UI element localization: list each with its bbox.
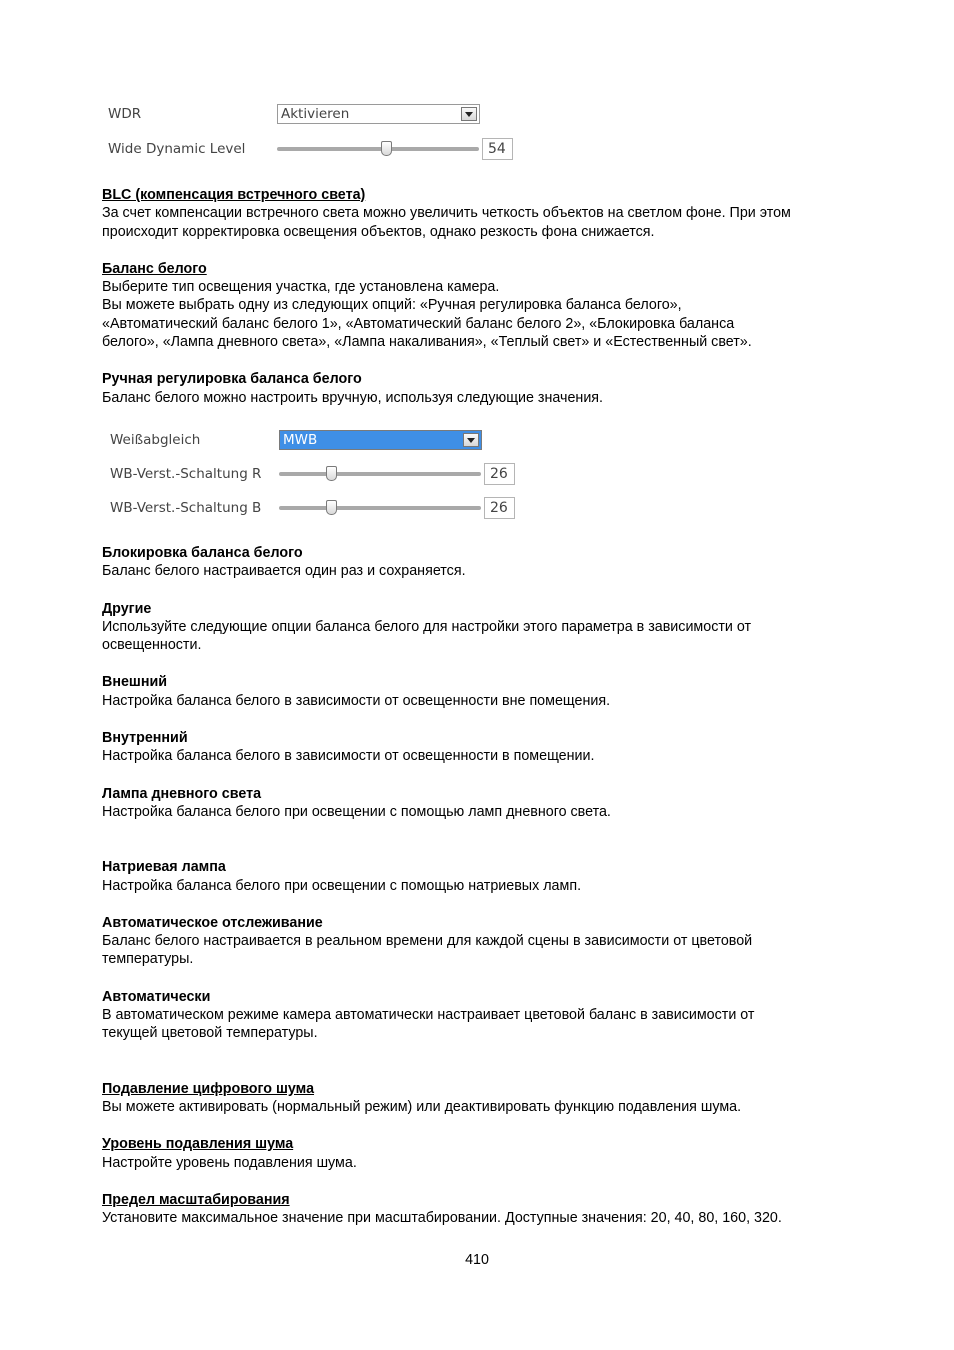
section-heading: Баланс белого <box>102 260 207 277</box>
section-text-line: текущей цветовой температуры. <box>102 1025 318 1042</box>
weissabgleich-select[interactable] <box>279 430 482 450</box>
section-heading: Автоматическое отслеживание <box>102 914 323 931</box>
section-text-line: освещенности. <box>102 637 202 654</box>
weissabgleich-select-value: MWB <box>283 432 318 448</box>
wb-r-track[interactable] <box>279 472 481 476</box>
section-text-line: Баланс белого настраивается в реальном времени для каждой сцены в зависимости от цветовой <box>102 933 753 950</box>
section <box>102 370 902 407</box>
wide-dynamic-level-value[interactable]: 54 <box>482 138 513 160</box>
dropdown-arrow-icon[interactable] <box>463 433 479 447</box>
settings-panel-white-balance <box>100 426 520 526</box>
section-text-line: Баланс белого настраивается один раз и сохраняется. <box>102 563 466 580</box>
section <box>102 1191 902 1228</box>
section-heading: Натриевая лампа <box>102 859 226 876</box>
section-text-line: происходит корректировка освещения объектов, однако резкость фона снижается. <box>102 223 655 240</box>
section-heading: BLC (компенсация встречного света) <box>102 187 366 203</box>
section-text-line: Установите максимальное значение при масштабировании. Доступные значения: 20, 40, 80, 160, 320. <box>102 1210 782 1227</box>
section-text-line: Вы можете активировать (нормальный режим) или деактивировать функцию подавления шума. <box>102 1098 742 1115</box>
weissabgleich-label: Weißabgleich <box>110 432 201 448</box>
section-text-line: Настройка баланса белого при освещении с помощью натриевых ламп. <box>102 877 582 894</box>
section-heading: Предел масштабирования <box>102 1191 290 1208</box>
section-heading: Ручная регулировка баланса белого <box>102 371 362 388</box>
section-heading: Внутренний <box>102 730 188 747</box>
section-text-line: Настройка баланса белого при освещении с помощью ламп дневного света. <box>102 803 611 820</box>
section-text-line: В автоматическом режиме камера автоматически настраивает цветовой баланс в зависимости от <box>102 1007 755 1024</box>
wb-b-track[interactable] <box>279 506 481 510</box>
section <box>102 914 902 969</box>
section-text-line: Настройка баланса белого в зависимости от освещенности вне помещения. <box>102 692 611 709</box>
section-heading: Лампа дневного света <box>102 785 262 802</box>
section <box>102 544 902 581</box>
page-number: 410 <box>465 1252 489 1268</box>
section-text-line: Настройте уровень подавления шума. <box>102 1154 357 1171</box>
section <box>102 858 902 895</box>
section <box>102 785 902 822</box>
section-text-line: Вы можете выбрать одну из следующих опций: «Ручная регулировка баланса белого», <box>102 297 682 314</box>
wdr-select[interactable] <box>277 104 480 124</box>
wide-dynamic-level-label: Wide Dynamic Level <box>108 141 246 157</box>
wb-b-label: WB-Verst.-Schaltung B <box>110 500 262 516</box>
section-text-line: Настройка баланса белого в зависимости от освещенности в помещении. <box>102 748 595 765</box>
wb-r-thumb[interactable] <box>326 466 337 481</box>
section <box>102 673 902 710</box>
wb-b-thumb[interactable] <box>326 500 337 515</box>
section-heading: Подавление цифрового шума <box>102 1080 315 1097</box>
wdr-select-value: Aktivieren <box>281 106 350 122</box>
section-heading: Другие <box>102 600 152 617</box>
section-heading: Блокировка баланса белого <box>102 545 303 561</box>
wb-r-value[interactable]: 26 <box>484 463 515 485</box>
wide-dynamic-level-thumb[interactable] <box>381 141 392 156</box>
section-heading: Внешний <box>102 674 168 691</box>
wb-r-label: WB-Verst.-Schaltung R <box>110 466 262 482</box>
section-text-line: Баланс белого можно настроить вручную, используя следующие значения. <box>102 389 604 406</box>
section <box>102 260 902 351</box>
wide-dynamic-level-track[interactable] <box>277 147 479 151</box>
section-text-line: Выберите тип освещения участка, где установлена камера. <box>102 279 500 296</box>
wdr-label: WDR <box>108 106 142 122</box>
section-heading: Уровень подавления шума <box>102 1136 294 1153</box>
section-text-line: Используйте следующие опции баланса белого для настройки этого параметра в зависимости от <box>102 618 752 635</box>
section <box>102 1080 902 1117</box>
section-text-line: За счет компенсации встречного света можно увеличить четкость объектов на светлом фоне. При этом <box>102 205 791 222</box>
section-text-line: «Автоматический баланс белого 1», «Автоматический баланс белого 2», «Блокировка баланса <box>102 315 735 332</box>
settings-panel-wdr <box>100 100 520 164</box>
section <box>102 600 902 655</box>
text-block-1 <box>102 186 902 407</box>
section <box>102 186 902 241</box>
section-text-line: температуры. <box>102 951 194 968</box>
section-text-line: белого», «Лампа дневного света», «Лампа накаливания», «Теплый свет» и «Естественный свет». <box>102 334 752 351</box>
section-heading: Автоматически <box>102 988 211 1005</box>
text-block-2 <box>102 544 902 1227</box>
section <box>102 729 902 766</box>
wb-b-value[interactable]: 26 <box>484 497 515 519</box>
dropdown-arrow-icon[interactable] <box>461 107 477 121</box>
section <box>102 1135 902 1172</box>
section <box>102 988 902 1043</box>
